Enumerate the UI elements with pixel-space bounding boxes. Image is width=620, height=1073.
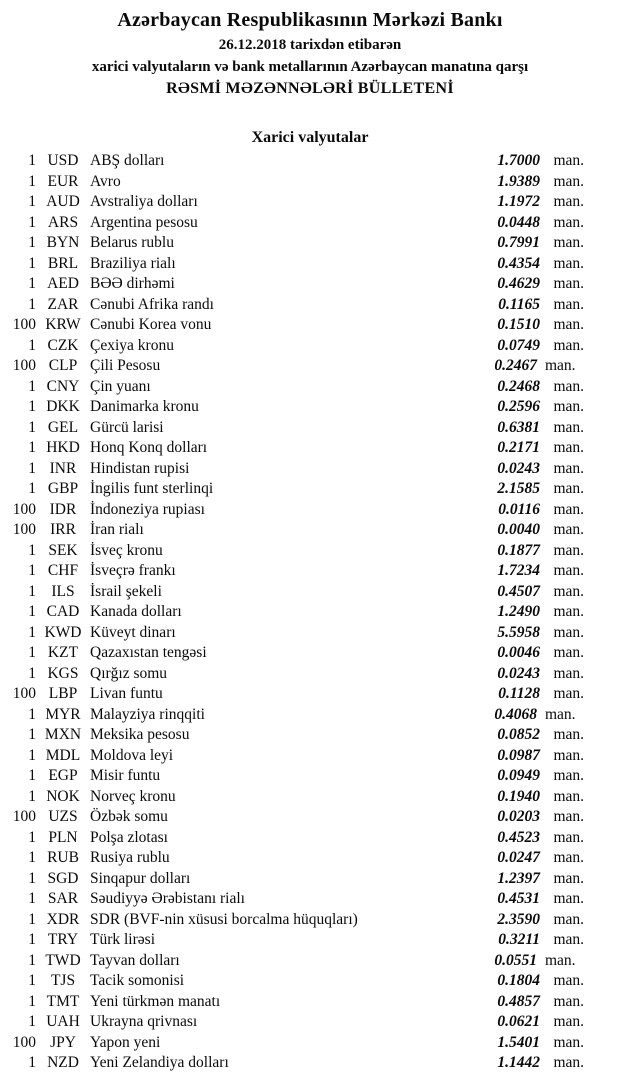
currency-code: CNY <box>46 377 80 395</box>
currency-code: PLN <box>48 828 78 846</box>
quantity: 1 <box>28 582 36 600</box>
currency-name: Tacik somonisi <box>90 972 185 989</box>
currency-name: İsveç kronu <box>90 541 163 559</box>
quantity: 1 <box>28 234 36 251</box>
rate-value: 0.0852 <box>497 726 540 743</box>
rate-row <box>0 459 620 480</box>
quantity: 1 <box>28 295 36 313</box>
rate-value: 0.1510 <box>497 316 540 333</box>
currency-code: INR <box>49 459 77 477</box>
rate-value: 2.1585 <box>497 480 540 497</box>
rate-value: 0.3211 <box>498 931 540 948</box>
currency-code: IDR <box>49 500 77 518</box>
unit-label: man. <box>553 828 584 846</box>
rate-value: 0.0621 <box>497 1013 540 1030</box>
bank-name-title: Azərbaycan Respublikasının Mərkəzi Bankı <box>117 9 503 31</box>
unit-label: man. <box>553 644 584 661</box>
rate-row <box>0 951 620 972</box>
rate-value: 1.9389 <box>497 172 540 190</box>
quantity: 1 <box>28 398 36 415</box>
quantity: 1 <box>28 787 36 805</box>
rate-value: 0.1128 <box>498 685 540 702</box>
rate-row <box>0 766 620 787</box>
currency-code: SGD <box>47 869 79 887</box>
currency-code: MDL <box>45 746 81 764</box>
quantity: 1 <box>28 869 36 887</box>
rate-row <box>0 643 620 664</box>
unit-label: man. <box>553 213 584 231</box>
quantity: 100 <box>12 1033 36 1051</box>
quantity: 1 <box>28 828 36 846</box>
currency-name: Polşa zlotası <box>90 828 168 846</box>
currency-name: SDR (BVF-nin xüsusi borcalma hüquqları) <box>90 910 358 928</box>
currency-name: Rusiya rublu <box>90 849 170 866</box>
unit-label: man. <box>553 1054 584 1071</box>
unit-label: man. <box>553 972 584 989</box>
rate-value: 1.1442 <box>497 1054 540 1071</box>
currency-name: Qırğız somu <box>90 664 168 682</box>
currency-name: ABŞ dolları <box>90 152 165 169</box>
rate-value: 0.2171 <box>497 439 540 456</box>
rate-row <box>0 561 620 582</box>
rate-row <box>0 746 620 767</box>
quantity: 1 <box>28 664 36 682</box>
currency-name: Küveyt dinarı <box>90 623 176 641</box>
unit-label: man. <box>553 439 584 456</box>
rate-row <box>0 397 620 418</box>
currency-name: Argentina pesosu <box>90 213 198 231</box>
rate-value: 0.0551 <box>494 951 537 969</box>
currency-name: Meksika pesosu <box>90 726 190 743</box>
quantity: 100 <box>12 808 36 825</box>
currency-name: Livan funtu <box>90 685 163 702</box>
currency-name: Qazaxıstan tengəsi <box>90 644 207 661</box>
currency-code: TRY <box>47 931 79 948</box>
quantity: 1 <box>28 603 36 620</box>
currency-code: TJS <box>50 972 76 989</box>
unit-label: man. <box>553 869 584 887</box>
currency-code: CHF <box>47 562 79 579</box>
unit-label: man. <box>553 541 584 559</box>
rate-value: 5.5958 <box>497 623 540 641</box>
currency-code: BYN <box>46 234 80 251</box>
currency-code: RUB <box>47 849 79 866</box>
quantity: 1 <box>28 459 36 477</box>
bulletin-subtitle: xarici valyutaların və bank metallarının Azərbaycan manatına qarşı <box>91 59 529 75</box>
quantity: 1 <box>28 890 36 907</box>
quantity: 1 <box>28 705 36 723</box>
rate-row <box>0 623 620 644</box>
currency-code: IRR <box>50 521 76 538</box>
unit-label: man. <box>553 521 584 538</box>
currency-code: GEL <box>47 418 79 436</box>
rate-row <box>0 684 620 705</box>
rate-value: 1.2490 <box>497 603 540 620</box>
currency-code: JPY <box>50 1033 76 1051</box>
unit-label: man. <box>553 910 584 928</box>
rate-row <box>0 664 620 685</box>
rate-row <box>0 213 620 234</box>
currency-name: BƏƏ dirhəmi <box>90 275 175 292</box>
rate-value: 0.0448 <box>497 213 540 231</box>
currency-name: Norveç kronu <box>90 787 176 805</box>
rate-value: 0.0046 <box>497 644 540 661</box>
currency-code: HKD <box>46 439 80 456</box>
rate-value: 0.4629 <box>497 275 540 292</box>
currency-code: USD <box>47 152 79 169</box>
rate-row <box>0 1012 620 1033</box>
rate-value: 0.0243 <box>497 459 540 477</box>
unit-label: man. <box>553 808 584 825</box>
currency-code: BRL <box>47 254 79 272</box>
rates-list <box>0 151 620 1073</box>
currency-name: Kanada dolları <box>90 603 182 620</box>
rate-value: 0.1877 <box>497 541 540 559</box>
currency-code: AED <box>47 275 79 292</box>
rate-row <box>0 582 620 603</box>
unit-label: man. <box>553 295 584 313</box>
rate-value: 0.0243 <box>497 664 540 682</box>
quantity: 100 <box>12 500 36 518</box>
quantity: 1 <box>28 172 36 190</box>
currency-name: Səudiyyə Ərəbistanı rialı <box>90 890 245 907</box>
rate-row <box>0 541 620 562</box>
currency-name: Tayvan dolları <box>90 951 180 969</box>
quantity: 100 <box>12 316 36 333</box>
unit-label: man. <box>545 951 576 969</box>
rate-value: 2.3590 <box>497 910 540 928</box>
rate-value: 0.0247 <box>497 849 540 866</box>
unit-label: man. <box>553 459 584 477</box>
quantity: 1 <box>28 1013 36 1030</box>
currency-code: DKK <box>46 398 80 415</box>
rate-value: 0.2467 <box>494 357 537 374</box>
rate-value: 0.4354 <box>497 254 540 272</box>
unit-label: man. <box>545 705 576 723</box>
currency-code: ZAR <box>47 295 79 313</box>
currency-name: Malayziya rinqqiti <box>90 705 205 723</box>
unit-label: man. <box>545 357 576 374</box>
currency-name: Çili Pesosu <box>90 357 161 374</box>
rate-value: 0.6381 <box>497 418 540 436</box>
rate-row <box>0 705 620 726</box>
currency-name: Avro <box>90 172 121 190</box>
rate-row <box>0 1053 620 1073</box>
unit-label: man. <box>553 767 584 784</box>
unit-label: man. <box>553 1033 584 1051</box>
quantity: 100 <box>12 521 36 538</box>
rate-row <box>0 479 620 500</box>
currency-name: Moldova leyi <box>90 746 174 764</box>
unit-label: man. <box>553 931 584 948</box>
unit-label: man. <box>553 234 584 251</box>
currency-name: Çin yuanı <box>90 377 151 395</box>
currency-name: Belarus rublu <box>90 234 174 251</box>
rate-value: 0.4507 <box>497 582 540 600</box>
unit-label: man. <box>553 562 584 579</box>
currency-code: AUD <box>46 193 80 210</box>
currency-code: CAD <box>46 603 80 620</box>
quantity: 1 <box>28 931 36 948</box>
currency-name: İsrail şekeli <box>90 582 162 600</box>
rate-value: 0.0116 <box>498 500 540 518</box>
unit-label: man. <box>553 746 584 764</box>
rate-row <box>0 787 620 808</box>
currency-name: Yeni türkmən manatı <box>90 992 221 1010</box>
rate-row <box>0 377 620 398</box>
quantity: 100 <box>12 357 36 374</box>
quantity: 1 <box>28 951 36 969</box>
unit-label: man. <box>553 787 584 805</box>
rate-row <box>0 848 620 869</box>
unit-label: man. <box>553 685 584 702</box>
currency-name: Hindistan rupisi <box>90 459 190 477</box>
currency-code: UAH <box>46 1013 80 1030</box>
currency-code: SAR <box>47 890 79 907</box>
quantity: 1 <box>28 767 36 784</box>
quantity: 1 <box>28 377 36 395</box>
rate-value: 0.4857 <box>497 992 540 1010</box>
bulletin-title: RƏSMİ MƏZƏNNƏLƏRİ BÜLLETENİ <box>166 80 454 97</box>
currency-code: MXN <box>44 726 82 743</box>
unit-label: man. <box>553 275 584 292</box>
currency-code: EGP <box>48 767 78 784</box>
rate-row <box>0 438 620 459</box>
currency-name: Özbək somu <box>90 808 168 825</box>
currency-code: UZS <box>48 808 78 825</box>
rate-value: 0.2596 <box>497 398 540 415</box>
currency-code: SEK <box>48 541 78 559</box>
section-title-foreign-currencies: Xarici valyutalar <box>251 129 369 146</box>
unit-label: man. <box>553 603 584 620</box>
rate-row <box>0 151 620 172</box>
rate-value: 1.7000 <box>497 152 540 169</box>
unit-label: man. <box>553 377 584 395</box>
quantity: 1 <box>28 418 36 436</box>
currency-code: KZT <box>47 644 79 661</box>
quantity: 1 <box>28 992 36 1010</box>
quantity: 1 <box>28 439 36 456</box>
rate-value: 0.0749 <box>497 336 540 354</box>
quantity: 1 <box>28 746 36 764</box>
rate-value: 0.1165 <box>498 295 540 313</box>
rate-row <box>0 254 620 275</box>
rate-row <box>0 992 620 1013</box>
unit-label: man. <box>553 992 584 1010</box>
currency-name: Braziliya rialı <box>90 254 176 272</box>
rate-value: 1.5401 <box>497 1033 540 1051</box>
rate-row <box>0 336 620 357</box>
unit-label: man. <box>553 726 584 743</box>
quantity: 1 <box>28 193 36 210</box>
currency-name: İndoneziya rupiası <box>90 500 205 518</box>
currency-code: NOK <box>46 787 80 805</box>
rate-row <box>0 172 620 193</box>
rate-value: 0.4068 <box>494 705 537 723</box>
rate-value: 0.4531 <box>497 890 540 907</box>
rate-value: 0.2468 <box>497 377 540 395</box>
rate-value: 0.7991 <box>497 234 540 251</box>
quantity: 1 <box>28 336 36 354</box>
currency-code: NZD <box>47 1054 79 1071</box>
quantity: 1 <box>28 480 36 497</box>
quantity: 1 <box>28 623 36 641</box>
currency-name: Misir funtu <box>90 767 161 784</box>
rate-row <box>0 971 620 992</box>
unit-label: man. <box>553 254 584 272</box>
rate-row <box>0 356 620 377</box>
unit-label: man. <box>553 500 584 518</box>
currency-name: Ukrayna qrivnası <box>90 1013 198 1030</box>
rate-row <box>0 725 620 746</box>
currency-name: Cənubi Korea vonu <box>90 316 212 333</box>
unit-label: man. <box>553 152 584 169</box>
unit-label: man. <box>553 480 584 497</box>
currency-code: ILS <box>51 582 75 600</box>
unit-label: man. <box>553 849 584 866</box>
currency-name: Yapon yeni <box>90 1033 161 1051</box>
rate-row <box>0 274 620 295</box>
rate-value: 0.0040 <box>497 521 540 538</box>
rate-value: 0.1804 <box>497 972 540 989</box>
rate-row <box>0 315 620 336</box>
rate-value: 0.1940 <box>497 787 540 805</box>
quantity: 1 <box>28 562 36 579</box>
currency-code: TWD <box>45 951 81 969</box>
quantity: 100 <box>12 685 36 702</box>
rate-row <box>0 889 620 910</box>
unit-label: man. <box>553 336 584 354</box>
currency-code: LBP <box>48 685 78 702</box>
rate-value: 1.7234 <box>497 562 540 579</box>
unit-label: man. <box>553 398 584 415</box>
rate-row <box>0 869 620 890</box>
unit-label: man. <box>553 172 584 190</box>
currency-code: KRW <box>45 316 81 333</box>
currency-code: MYR <box>45 705 81 723</box>
unit-label: man. <box>553 193 584 210</box>
rate-value: 0.0949 <box>497 767 540 784</box>
unit-label: man. <box>553 418 584 436</box>
currency-code: CLP <box>48 357 78 374</box>
quantity: 1 <box>28 910 36 928</box>
currency-name: Avstraliya dolları <box>90 193 198 210</box>
quantity: 1 <box>28 972 36 989</box>
currency-name: İran rialı <box>90 521 144 538</box>
currency-name: Çexiya kronu <box>90 336 174 354</box>
currency-name: İngilis funt sterlinqi <box>90 480 214 497</box>
quantity: 1 <box>28 275 36 292</box>
currency-code: XDR <box>46 910 80 928</box>
quantity: 1 <box>28 541 36 559</box>
quantity: 1 <box>28 1054 36 1071</box>
rate-row <box>0 233 620 254</box>
quantity: 1 <box>28 726 36 743</box>
currency-code: CZK <box>47 336 79 354</box>
rate-row <box>0 418 620 439</box>
rate-value: 0.4523 <box>497 828 540 846</box>
rate-row <box>0 602 620 623</box>
quantity: 1 <box>28 254 36 272</box>
currency-name: Gürcü larisi <box>90 418 164 436</box>
currency-code: EUR <box>47 172 79 190</box>
rate-row <box>0 500 620 521</box>
rate-value: 1.1972 <box>497 193 540 210</box>
currency-code: KGS <box>47 664 79 682</box>
currency-code: GBP <box>47 480 79 497</box>
bulletin-header <box>0 0 620 100</box>
rate-value: 0.0987 <box>497 746 540 764</box>
quantity: 1 <box>28 152 36 169</box>
quantity: 1 <box>28 213 36 231</box>
unit-label: man. <box>553 316 584 333</box>
currency-name: İsveçrə frankı <box>90 562 176 579</box>
rate-row <box>0 930 620 951</box>
unit-label: man. <box>553 664 584 682</box>
unit-label: man. <box>553 890 584 907</box>
currency-name: Cənubi Afrika randı <box>90 295 214 313</box>
rate-row <box>0 807 620 828</box>
currency-name: Honq Konq dolları <box>90 439 208 456</box>
unit-label: man. <box>553 623 584 641</box>
rate-row <box>0 295 620 316</box>
rate-row <box>0 192 620 213</box>
effective-date: 26.12.2018 tarixdən etibarən <box>218 37 402 53</box>
currency-name: Türk lirəsi <box>90 931 155 948</box>
currency-name: Yeni Zelandiya dolları <box>90 1054 229 1071</box>
rate-row <box>0 828 620 849</box>
unit-label: man. <box>553 582 584 600</box>
quantity: 1 <box>28 644 36 661</box>
rate-row <box>0 910 620 931</box>
currency-name: Sinqapur dolları <box>90 869 191 887</box>
rate-value: 0.0203 <box>497 808 540 825</box>
currency-code: TMT <box>46 992 80 1010</box>
rate-row <box>0 1033 620 1054</box>
unit-label: man. <box>553 1013 584 1030</box>
currency-code: KWD <box>44 623 82 641</box>
rate-row <box>0 520 620 541</box>
currency-name: Danimarka kronu <box>90 398 199 415</box>
rate-value: 1.2397 <box>497 869 540 887</box>
quantity: 1 <box>28 849 36 866</box>
currency-code: ARS <box>47 213 79 231</box>
